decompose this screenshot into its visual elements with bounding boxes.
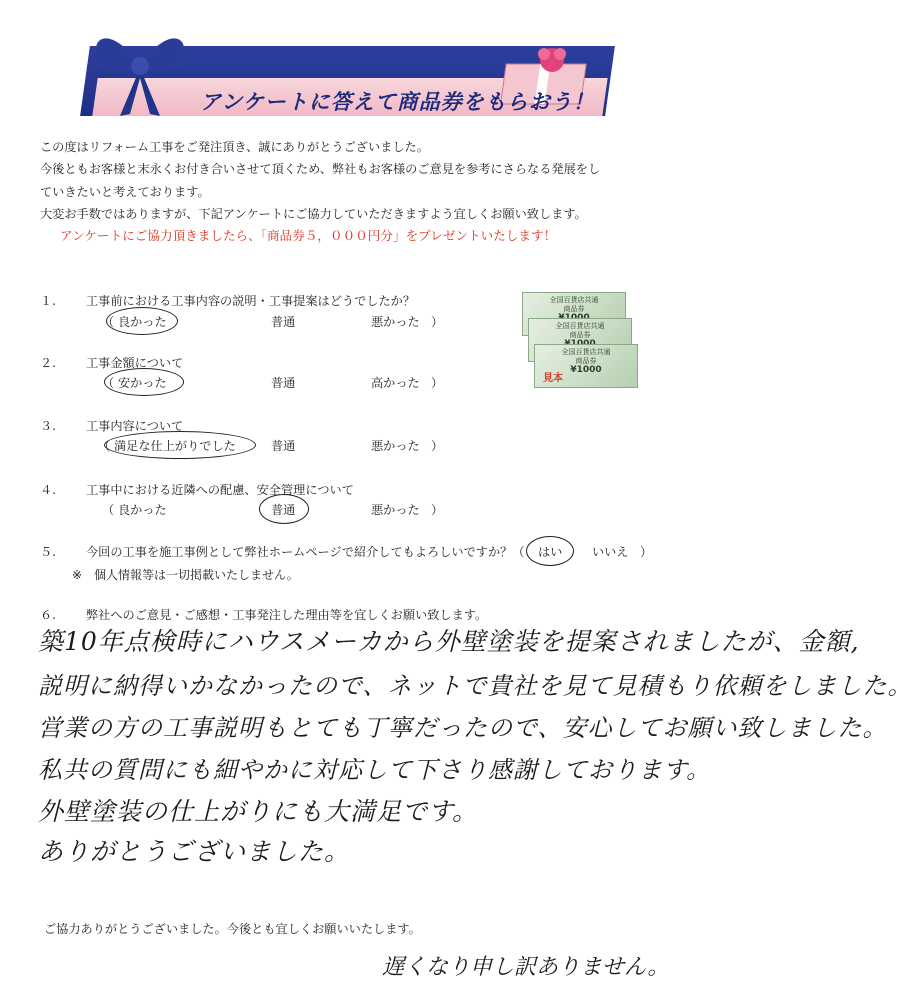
option-expensive[interactable]: 高かった — [371, 376, 420, 390]
question-1 — [40, 292, 415, 309]
paren-open: （ — [102, 503, 115, 517]
option-satisfied[interactable]: 満足な仕上がりでした — [114, 439, 236, 453]
privacy-note: ※ 個人情報等は一切掲載いたしません。 — [72, 568, 299, 582]
question-2 — [40, 354, 183, 371]
handwritten-answer-line: ありがとうございました。 — [38, 837, 351, 866]
handwritten-answer-line: 説明に納得いかなかったので、ネットで貴社を見て見積もり依頼をしました。 — [38, 672, 913, 700]
voucher-issuer: 全国百貨店共通 — [549, 296, 599, 304]
option-bad[interactable]: 悪かった — [371, 439, 420, 453]
question-number: ２. — [40, 356, 57, 370]
banner-title: アンケートに答えて商品券をもらおう！ — [200, 90, 595, 114]
question-4-options — [0, 501, 700, 521]
question-text: 弊社へのご意見・ご感想・工事発注した理由等を宜しくお願い致します。 — [86, 608, 488, 622]
option-good[interactable]: 良かった — [118, 315, 167, 329]
question-number: ４. — [40, 483, 57, 497]
closing-message: ご協力ありがとうございました。今後とも宜しくお願いいたします。 — [44, 922, 421, 936]
option-yes[interactable]: はい — [538, 545, 563, 559]
handwritten-answer-line: 外壁塗装の仕上がりにも大満足です。 — [38, 797, 479, 826]
gift-offer-highlight: アンケートにご協力頂きましたら、「商品券５，０００円分」をプレゼントいたします！ — [60, 228, 557, 244]
question-text: 工事前における工事内容の説明・工事提案はどうでしたか？ — [86, 294, 416, 308]
intro-text — [40, 136, 680, 247]
voucher-issuer: 全国百貨店共通 — [561, 348, 611, 356]
question-number: ３. — [40, 419, 57, 433]
voucher-issuer: 全国百貨店共通 — [555, 322, 605, 330]
paren-close: ） — [431, 503, 444, 517]
option-normal[interactable]: 普通 — [271, 315, 296, 329]
question-2-options — [0, 374, 700, 394]
option-bad[interactable]: 悪かった — [371, 503, 420, 517]
option-cheap[interactable]: 安かった — [118, 376, 167, 390]
question-number: ５. — [40, 545, 57, 559]
paren-close: ） — [431, 376, 444, 390]
question-number: １. — [40, 294, 57, 308]
question-text: 工事内容について — [86, 419, 184, 433]
option-normal[interactable]: 普通 — [271, 503, 296, 517]
question-text: 今回の工事を施工事例として弊社ホームページで紹介してもよろしいですか？（ — [86, 545, 525, 559]
voucher-name: 商品券 — [575, 357, 597, 365]
question-6 — [40, 606, 487, 623]
option-normal[interactable]: 普通 — [271, 376, 296, 390]
paren-open: （ — [98, 439, 111, 453]
question-1-options — [0, 313, 700, 333]
question-number: ６. — [40, 608, 57, 622]
question-5-options — [0, 543, 700, 563]
handwritten-answer-line: 築10年点検時にハウスメーカから外壁塗装を提案されましたが、金額, — [38, 627, 860, 656]
voucher-name: 商品券 — [569, 331, 591, 339]
intro-line: この度はリフォーム工事をご発注頂き、誠にありがとうございました。 — [40, 140, 429, 154]
question-text: 工事中における近隣への配慮、安全管理について — [86, 483, 354, 497]
ribbon-bow-icon — [85, 18, 195, 118]
voucher-sample-mark: 見本 — [543, 373, 563, 384]
paren-open: （ — [102, 376, 115, 390]
intro-line: ていきたいと考えております。 — [40, 184, 210, 199]
survey-banner — [85, 18, 610, 118]
question-text: 工事金額について — [86, 356, 184, 370]
handwritten-answer-line: 私共の質問にも細やかに対応して下さり感謝しております。 — [38, 756, 712, 784]
voucher-amount: ¥1000 — [570, 365, 602, 375]
handwritten-answer-line: 営業の方の工事説明もとても丁寧だったので、安心してお願い致しました。 — [38, 714, 888, 742]
intro-line: 今後ともお客様と末永くお付き合いさせて頂くため、弊社もお客様のご意見を参考にさらなる発展をし — [40, 162, 601, 177]
handwritten-apology: 遅くなり申し訳ありません。 — [382, 955, 670, 980]
option-no[interactable]: いいえ — [592, 545, 629, 559]
option-good[interactable]: 良かった — [118, 503, 167, 517]
paren-close: ） — [640, 545, 653, 559]
option-bad[interactable]: 悪かった — [371, 315, 420, 329]
intro-line: 大変お手数ではありますが、下記アンケートにご協力していただきますよう宜しくお願い致します。 — [40, 206, 587, 221]
option-normal[interactable]: 普通 — [271, 439, 296, 453]
paren-close: ） — [431, 439, 444, 453]
question-3-options — [0, 437, 700, 457]
voucher-name: 商品券 — [563, 305, 585, 313]
paren-close: ） — [431, 315, 444, 329]
paren-open: （ — [102, 315, 115, 329]
question-4 — [40, 481, 354, 498]
